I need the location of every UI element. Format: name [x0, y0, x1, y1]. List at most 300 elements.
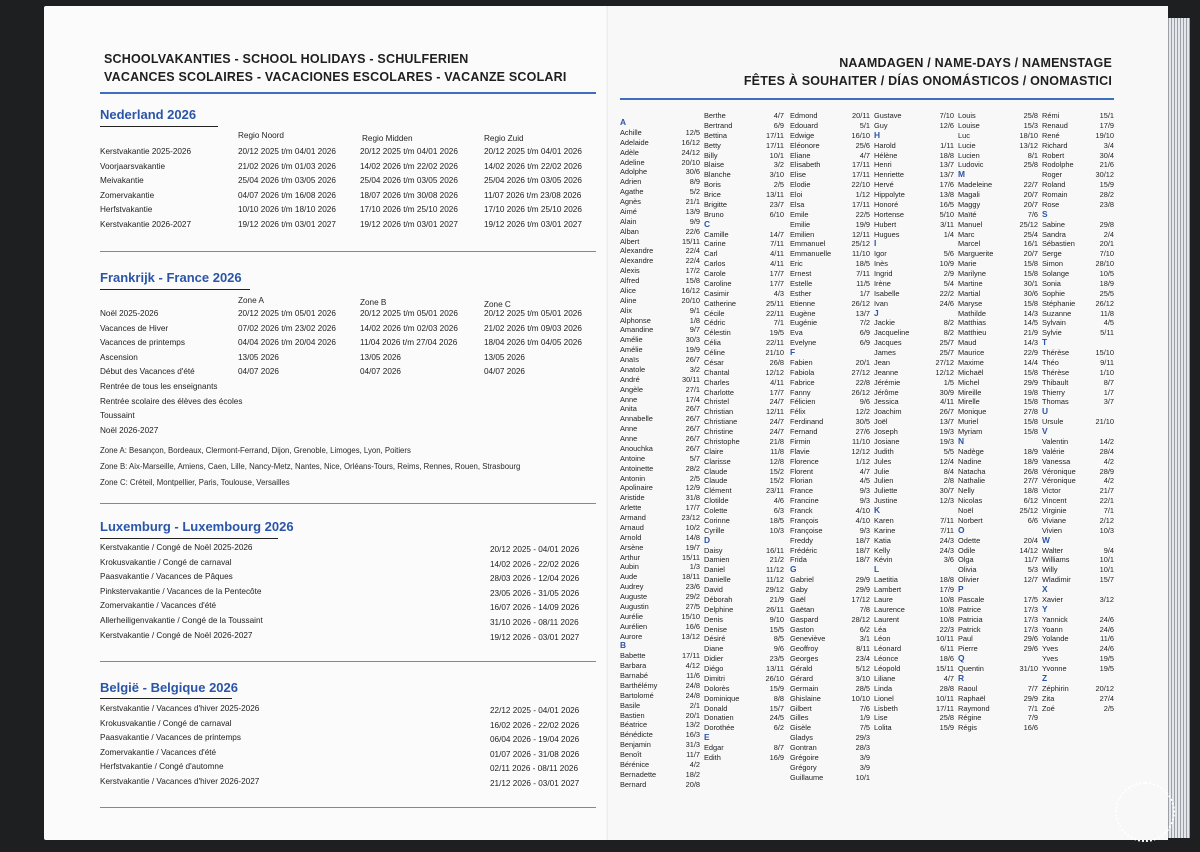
- name-day-row: [620, 385, 700, 395]
- name: Jacques: [874, 338, 902, 348]
- name-day-row: [874, 170, 954, 180]
- name: Edith: [704, 752, 721, 762]
- name: Gaspard: [790, 614, 819, 624]
- name-date: 4/7: [859, 466, 870, 476]
- name-date: 13/12: [681, 631, 700, 641]
- name-date: 30/5: [855, 417, 870, 427]
- name-day-row: [958, 407, 1038, 417]
- list-item: 31/10 2026 - 08/11 2026: [490, 617, 579, 627]
- name-date: 12/12: [765, 367, 784, 377]
- list-item: 21/12 2026 - 03/01 2027: [490, 778, 580, 788]
- name-day-row: [1042, 417, 1114, 427]
- name-day-row: [958, 239, 1038, 249]
- name-day-row: [958, 634, 1038, 644]
- name-day-row: [874, 328, 954, 338]
- name: Régine: [958, 713, 982, 723]
- name: Alain: [620, 216, 637, 226]
- name: Aimé: [620, 206, 637, 216]
- name-date: 29/3: [855, 733, 870, 743]
- name-date: 4/11: [940, 397, 954, 407]
- name-day-row: [958, 605, 1038, 615]
- name-date: 11/6: [1100, 634, 1114, 644]
- name-date: 30/11: [682, 374, 700, 384]
- name: André: [620, 374, 640, 384]
- name-date: 14/12: [1019, 545, 1038, 555]
- name: Odile: [958, 545, 976, 555]
- name-day-row: [620, 711, 700, 721]
- name-date: 14/4: [1023, 357, 1038, 367]
- name-day-row: [704, 496, 784, 506]
- list-item: Rentrée de tous les enseignants: [100, 381, 218, 391]
- name-date: 20/1: [685, 710, 700, 720]
- name-day-row: [1042, 388, 1114, 398]
- name-day-row: [958, 447, 1038, 457]
- name-day-row: [874, 190, 954, 200]
- name-day-row: [1042, 160, 1114, 170]
- name-day-row: [704, 259, 784, 269]
- name-date: 26/7: [685, 424, 700, 434]
- name: Arsène: [620, 542, 644, 552]
- name-date: 26/7: [685, 443, 700, 453]
- name-date: 15/10: [681, 611, 700, 621]
- name-date: 26/10: [765, 673, 784, 683]
- name: Aurore: [620, 631, 643, 641]
- name-date: 18/2: [685, 769, 700, 779]
- name: Bernard: [620, 779, 647, 789]
- name-date: 16/5: [939, 199, 954, 209]
- name: Walter: [1042, 545, 1064, 555]
- name-day-row: [874, 713, 954, 723]
- name: Gontran: [790, 743, 817, 752]
- name-date: 17/3: [1023, 604, 1038, 614]
- name-day-row: [1042, 269, 1114, 279]
- fr-title: Frankrijk - France 2026: [100, 270, 242, 285]
- list-item: 04/07 2026: [484, 367, 525, 377]
- name-date: 17/2: [685, 266, 700, 276]
- name: Simon: [1042, 259, 1063, 269]
- name-date: 22/5: [855, 209, 870, 219]
- name-day-row: [1042, 378, 1114, 388]
- name: Judith: [874, 446, 894, 456]
- name-date: 9/6: [859, 397, 870, 407]
- name-date: 21/1: [685, 197, 700, 206]
- name-date: 1/3: [689, 562, 700, 572]
- name-day-row: [958, 625, 1038, 635]
- name: Diégo: [704, 664, 724, 673]
- name-date: 29/9: [1023, 693, 1038, 703]
- name-date: 26/8: [769, 357, 784, 367]
- name-date: 17/7: [685, 503, 700, 513]
- name-date: 26/7: [685, 404, 700, 414]
- name: Blaise: [704, 160, 725, 170]
- name-date: 19/3: [939, 436, 954, 446]
- list-item: Vacances de Hiver: [100, 323, 169, 333]
- name: Jessica: [874, 397, 899, 407]
- name-day-row: [620, 395, 700, 405]
- name-date: 24/12: [681, 147, 700, 157]
- name-date: 20/7: [1023, 190, 1038, 199]
- name-date: 26/7: [685, 355, 700, 364]
- name-day-row: [874, 388, 954, 398]
- name: Eugénie: [790, 318, 818, 328]
- name-day-column: [704, 111, 784, 763]
- name-date: 20/8: [685, 779, 700, 789]
- name: Carlos: [704, 259, 726, 269]
- name-date: 23/7: [769, 199, 784, 209]
- name-day-row: [790, 694, 870, 704]
- name: Anne: [620, 434, 638, 443]
- name-date: 31/10: [1019, 664, 1038, 673]
- name-day-row: [704, 269, 784, 279]
- name-day-row: [620, 424, 700, 434]
- list-item: 17/10 2026 t/m 25/10 2026: [484, 205, 582, 215]
- name-day-row: [704, 121, 784, 131]
- name: Edouard: [790, 120, 818, 130]
- name-day-row: [790, 763, 870, 773]
- name-day-row: [704, 674, 784, 684]
- name: Guillaume: [790, 772, 824, 782]
- name-day-row: [704, 654, 784, 664]
- name-date: 7/6: [1027, 209, 1038, 219]
- name-date: 11/12: [766, 575, 784, 585]
- name-date: 26/7: [685, 414, 700, 424]
- name-day-row: [704, 467, 784, 477]
- name-date: 14/7: [769, 229, 784, 239]
- be-title-rule: [100, 698, 232, 699]
- list-item: 01/07 2026 - 31/08 2026: [490, 749, 580, 759]
- name-date: 7/11: [940, 515, 954, 525]
- name: Carl: [704, 249, 718, 259]
- name: Hervé: [874, 180, 894, 190]
- name: Annabelle: [620, 414, 653, 424]
- name-day-row: [620, 197, 700, 207]
- name-day-row: [620, 543, 700, 553]
- name-day-row: [790, 684, 870, 694]
- name: Fabrice: [790, 377, 815, 387]
- name: Marie: [958, 259, 977, 269]
- name: Françoise: [790, 525, 823, 535]
- name-date: 13/12: [1019, 140, 1038, 150]
- name: Grégory: [790, 762, 817, 772]
- name: Linda: [874, 683, 893, 693]
- name-day-row: [874, 634, 954, 644]
- name-day-row: [958, 160, 1038, 170]
- name: Xavier: [1042, 594, 1063, 604]
- name-day-row: [790, 713, 870, 723]
- name: Florian: [790, 476, 813, 486]
- name-day-row: [1042, 259, 1114, 269]
- name-day-row: [1042, 644, 1114, 654]
- name-date: 11/10: [852, 436, 870, 446]
- name-day-row: [958, 664, 1038, 674]
- name-day-row: [958, 506, 1038, 516]
- name-day-row: [620, 325, 700, 335]
- name-date: 11/12: [766, 565, 784, 575]
- name-date: 5/7: [689, 453, 700, 463]
- list-item: Zomervakantie / Vacances d'été: [100, 601, 217, 611]
- name: Williams: [1042, 555, 1070, 565]
- list-item: Kerstvakantie / Vacances d'hiver 2026-2027: [100, 776, 260, 786]
- name-day-row: [958, 348, 1038, 358]
- name: Frida: [790, 555, 807, 565]
- name: Joseph: [874, 427, 898, 436]
- name: Lise: [874, 713, 888, 723]
- list-item: 14/02 2026 t/m 22/02 2026: [360, 161, 458, 171]
- name-day-row: [620, 592, 700, 602]
- name-date: 11/5: [856, 278, 870, 288]
- name-date: 29/8: [1099, 219, 1114, 229]
- name-day-row: [1042, 131, 1114, 141]
- name: Thérèse: [1042, 367, 1070, 377]
- name-date: 20/10: [681, 157, 700, 167]
- name-day-row: [958, 259, 1038, 269]
- name-date: 1/10: [1099, 367, 1114, 377]
- name-date: 8/9: [689, 177, 700, 187]
- list-item: 20/12 2025 t/m 04/01 2026: [484, 147, 582, 156]
- name-date: 8/4: [943, 466, 954, 476]
- name-date: 27/4: [1099, 693, 1114, 703]
- name-day-row: [958, 309, 1038, 319]
- name-date: 19/5: [1099, 664, 1114, 673]
- name-date: 6/12: [1023, 496, 1038, 506]
- section-letter: I: [874, 238, 877, 249]
- name: Willy: [1042, 565, 1058, 575]
- name-date: 13/8: [939, 190, 954, 199]
- name-date: 10/3: [769, 525, 784, 535]
- name: Zita: [1042, 693, 1055, 703]
- name: Claire: [704, 446, 724, 456]
- name-day-row: [874, 644, 954, 654]
- name-date: 22/9: [1023, 348, 1038, 357]
- name: Théo: [1042, 357, 1059, 367]
- name: Alban: [620, 226, 639, 236]
- name-date: 13/7: [939, 170, 954, 180]
- name: Josiane: [874, 436, 900, 446]
- name-date: 27/1: [685, 384, 700, 394]
- name-day-row: [958, 704, 1038, 714]
- name-date: 22/4: [685, 256, 700, 266]
- fr-dates-zone-b: [360, 307, 458, 380]
- name-date: 7/10: [939, 111, 954, 120]
- name-day-row: [704, 644, 784, 654]
- name: Geoffroy: [790, 644, 819, 654]
- name-day-row: [1042, 654, 1114, 664]
- name: Delphine: [704, 604, 734, 614]
- name-date: 28/10: [1095, 259, 1114, 269]
- name-date: 11/10: [852, 249, 870, 259]
- name: Raoul: [958, 683, 978, 693]
- name-day-row: [620, 256, 700, 266]
- name: Florence: [790, 456, 819, 466]
- list-item: 19/12 2026 - 03/01 2027: [490, 632, 580, 642]
- name-day-row: [620, 434, 700, 444]
- name: Alphonse: [620, 315, 651, 325]
- list-item: 14/02 2026 t/m 22/02 2026: [484, 161, 582, 171]
- name: Guy: [874, 120, 888, 130]
- name-date: 6/2: [859, 624, 870, 634]
- name: Claude: [704, 466, 728, 476]
- name-date: 22/6: [685, 226, 700, 236]
- name-day-row: [620, 770, 700, 780]
- name-date: 6/6: [1027, 515, 1038, 525]
- name-day-row: [958, 299, 1038, 309]
- name-date: 2/1: [689, 700, 700, 710]
- list-item: 07/02 2026 t/m 23/02 2026: [238, 323, 336, 333]
- name-date: 2/9: [943, 269, 954, 278]
- lu-dates: [490, 543, 579, 645]
- name-date: 15/10: [1095, 348, 1114, 357]
- name: Harold: [874, 140, 896, 150]
- name-date: 12/2: [855, 407, 870, 417]
- name-day-row: [874, 299, 954, 309]
- name: Aurélie: [620, 611, 644, 621]
- name-day-row: [790, 170, 870, 180]
- name-date: 9/4: [1103, 545, 1114, 555]
- name-date: 3/9: [859, 752, 870, 762]
- name-date: 26/7: [939, 407, 954, 417]
- name-day-row: [704, 575, 784, 585]
- name-day-row: [958, 496, 1038, 506]
- name-date: 4/6: [773, 496, 784, 506]
- name: Agathe: [620, 187, 644, 197]
- name-day-row: [620, 651, 700, 661]
- name-date: 4/5: [1103, 318, 1114, 328]
- name: Julien: [874, 476, 894, 486]
- name-date: 18/5: [855, 259, 870, 269]
- list-item: 20/12 2025 t/m 05/01 2026: [360, 309, 458, 318]
- name-day-row: [620, 345, 700, 355]
- name-day-row: [620, 582, 700, 592]
- name-day-row: [620, 187, 700, 197]
- name-day-row: [704, 180, 784, 190]
- fr-col-zone-a: Zone A: [238, 296, 264, 305]
- name-day-row: [958, 289, 1038, 299]
- nl-dates-midden: [360, 145, 458, 233]
- name-day-row: [874, 180, 954, 190]
- name: Damien: [704, 555, 730, 565]
- nl-title-rule: [100, 126, 218, 127]
- name-date: 24/6: [1099, 614, 1114, 624]
- name-date: 22/2: [939, 288, 954, 298]
- name-day-row: [874, 230, 954, 240]
- name-date: 26/8: [1023, 466, 1038, 476]
- name-day-row: [620, 464, 700, 474]
- name: Gabriel: [790, 575, 814, 585]
- name: Brigitte: [704, 199, 728, 209]
- name: Gaby: [790, 585, 808, 594]
- name: Nicolas: [958, 496, 983, 506]
- name: Noël: [958, 506, 974, 515]
- name: Diane: [704, 644, 724, 654]
- name: Daniel: [704, 565, 725, 575]
- name-day-row: [874, 536, 954, 546]
- name: Sophie: [1042, 288, 1066, 298]
- name-date: 27/12: [935, 357, 954, 367]
- name-date: 3/1: [859, 634, 870, 644]
- name: Sylvie: [1042, 328, 1062, 338]
- name-date: 10/10: [851, 693, 870, 703]
- name-day-row: [790, 644, 870, 654]
- name: Myriam: [958, 427, 983, 436]
- name: Alfred: [620, 276, 640, 285]
- name: Igor: [874, 249, 887, 259]
- name-date: 28/9: [1099, 466, 1114, 476]
- name: Claude: [704, 476, 728, 486]
- name-day-row: [958, 536, 1038, 546]
- name-date: 3/4: [1103, 140, 1114, 150]
- name-day-row: [958, 486, 1038, 496]
- name-date: 22/10: [851, 180, 870, 190]
- name-date: 18/8: [939, 150, 954, 160]
- name-date: 16/6: [685, 621, 700, 631]
- name-day-row: [704, 506, 784, 516]
- name: Yvonne: [1042, 664, 1067, 673]
- name: Vanessa: [1042, 456, 1071, 466]
- name: Hugues: [874, 229, 900, 239]
- name-date: 30/6: [685, 167, 700, 177]
- name: Céline: [704, 348, 725, 357]
- name-date: 19/5: [769, 328, 784, 338]
- name: Maryse: [958, 298, 983, 308]
- name: Yoann: [1042, 624, 1063, 634]
- name-day-row: [790, 625, 870, 635]
- list-item: 16/07 2026 - 14/09 2026: [490, 603, 580, 613]
- name-date: 17/5: [1023, 594, 1038, 604]
- name: Mathilde: [958, 308, 986, 318]
- name: Louise: [958, 120, 980, 130]
- name-date: 30/6: [1023, 288, 1038, 298]
- name-day-row: [704, 368, 784, 378]
- name-day-row: [958, 694, 1038, 704]
- name-date: 17/3: [1023, 624, 1038, 634]
- name-day-row: [790, 654, 870, 664]
- name: Colette: [704, 506, 728, 515]
- name-date: 24/7: [769, 427, 784, 436]
- name-day-row: [704, 200, 784, 210]
- name-date: 24/3: [939, 545, 954, 555]
- name-day-row: [790, 190, 870, 200]
- name-date: 5/1: [859, 120, 870, 130]
- name-day-row: [620, 720, 700, 730]
- name-date: 31/3: [685, 740, 700, 750]
- name-date: 13/7: [939, 160, 954, 170]
- name-date: 7/10: [1099, 249, 1114, 259]
- name-date: 1/9: [859, 713, 870, 723]
- list-item: Kerstvakantie 2026-2027: [100, 219, 192, 229]
- name: Irène: [874, 278, 891, 288]
- name: Romain: [1042, 190, 1068, 199]
- name-date: 9/1: [689, 305, 700, 315]
- name-day-row: [790, 121, 870, 131]
- nl-col-midden: Regio Midden: [362, 134, 413, 143]
- name-day-row: [620, 355, 700, 365]
- name-day-row: [874, 279, 954, 289]
- name: Léonce: [874, 654, 899, 664]
- name-date: 27/6: [855, 427, 870, 436]
- name-day-row: [704, 358, 784, 368]
- name-date: 15/9: [1099, 180, 1114, 190]
- name-date: 12/11: [852, 229, 870, 239]
- name-day-row: [704, 486, 784, 496]
- name-date: 28/2: [1099, 190, 1114, 199]
- name: Flavie: [790, 446, 810, 456]
- name: Jeanne: [874, 367, 899, 377]
- section-letter: T: [1042, 337, 1048, 348]
- name: Anne: [620, 394, 638, 404]
- decorative-dots: [1115, 782, 1175, 842]
- name-date: 23/12: [681, 513, 700, 522]
- name: Emile: [790, 209, 809, 219]
